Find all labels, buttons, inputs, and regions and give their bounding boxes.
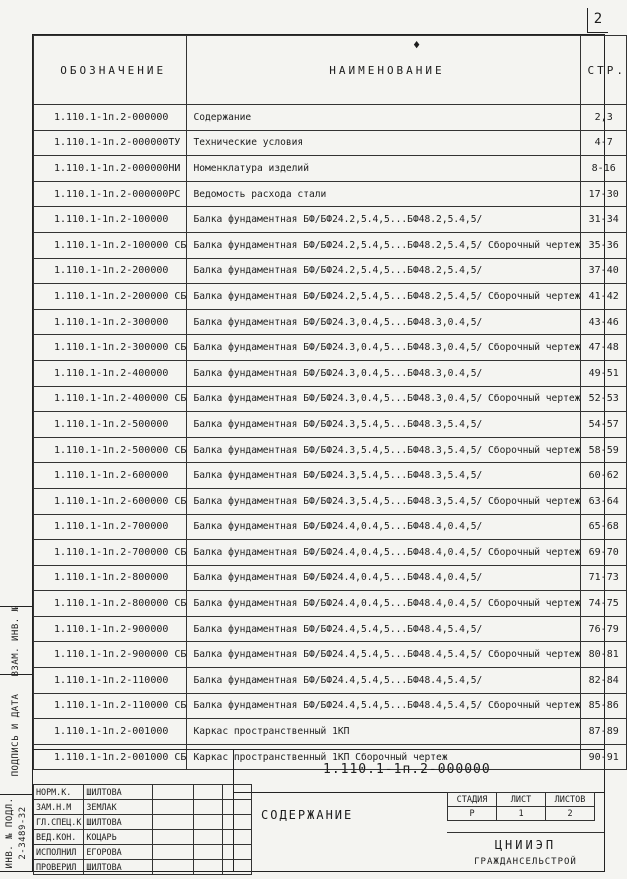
row-name: Балка фундаментная БФ/БФ24.2,5.4,5...БФ48.2,5.4,5/ [187,258,581,284]
table-row [34,386,627,412]
header-name: НАИМЕНОВАНИЕ [187,36,581,105]
signature-cell [153,815,194,830]
row-name: Балка фундаментная БФ/БФ24.4,0.4,5...БФ48.4,0.4,5/ [187,565,581,591]
header-page: СТР. [581,36,627,105]
header-code: ОБОЗНАЧЕНИЕ [34,36,187,105]
stage-value: Р [448,807,497,821]
row-name: Балка фундаментная БФ/БФ24.3,0.4,5...БФ48.3,0.4,5/ Сборочный чертеж [187,335,581,361]
signature-cell [153,860,194,875]
org-sub: ГРАЖДАНСЕЛЬСТРОЙ [474,857,577,867]
row-name: Балка фундаментная БФ/БФ24.4,5.4,5...БФ48.4,5.4,5/ Сборочный чертеж [187,642,581,668]
signer-name: КОЦАРЬ [84,830,153,845]
row-name: Каркас пространственный 1КП [187,719,581,745]
row-code: 1.110.1-1п.2-110000 СБ [34,693,187,719]
signer-role: ЗАМ.Н.М [34,800,84,815]
stage-table [447,792,595,821]
signature-cell [153,845,194,860]
row-pages: 41-42 [581,284,627,310]
signature-cell [194,815,223,830]
signer-name: ШИЛТОВА [84,815,153,830]
row-code: 1.110.1-1п.2-700000 СБ [34,540,187,566]
ink-mark-icon: ♦ [413,38,421,52]
side-inv-ref-label: ВЗАМ. ИНВ. № [11,604,21,677]
signature-cell [153,830,194,845]
side-signature-date [0,674,32,794]
sheet-header: ЛИСТ [497,793,546,807]
table-row [34,565,627,591]
signer-role: ВЕД.КОН. [34,830,84,845]
row-code: 1.110.1-1п.2-000000РС [34,181,187,207]
row-pages: 49-51 [581,360,627,386]
row-name: Балка фундаментная БФ/БФ24.4,0.4,5...БФ48.4,0.4,5/ Сборочный чертеж [187,540,581,566]
doc-code: 1.110.1-1п.2-000000 [323,762,491,777]
row-name: Балка фундаментная БФ/БФ24.4,5.4,5...БФ48.4,5.4,5/ [187,616,581,642]
row-name: Балка фундаментная БФ/БФ24.2,5.4,5...БФ48.2,5.4,5/ Сборочный чертеж [187,232,581,258]
signer-row [34,830,252,845]
table-row [34,258,627,284]
table-row [34,693,627,719]
signer-name: ЕГОРОВА [84,845,153,860]
row-pages: 71-73 [581,565,627,591]
signer-row [34,815,252,830]
row-name: Балка фундаментная БФ/БФ24.4,0.4,5...БФ48.4,0.4,5/ [187,514,581,540]
row-pages: 85-86 [581,693,627,719]
row-pages: 31-34 [581,207,627,233]
row-code: 1.110.1-1п.2-000000НИ [34,156,187,182]
row-name: Ведомость расхода стали [187,181,581,207]
signature-cell [223,860,252,875]
signature-cell [194,845,223,860]
row-pages: 76-79 [581,616,627,642]
contents-table [33,35,627,770]
row-code: 1.110.1-1п.2-110000 [34,668,187,694]
row-name: Содержание [187,105,581,131]
signer-role: ИСПОЛНИЛ [34,845,84,860]
row-code: 1.110.1-1п.2-600000 СБ [34,488,187,514]
table-row [34,156,627,182]
row-name: Балка фундаментная БФ/БФ24.4,5.4,5...БФ48.4,5.4,5/ Сборочный чертеж [187,693,581,719]
row-code: 1.110.1-1п.2-800000 [34,565,187,591]
row-code: 1.110.1-1п.2-100000 [34,207,187,233]
signer-row [34,800,252,815]
org-name: ЦНИИЭП [494,838,557,852]
row-code: 1.110.1-1п.2-300000 [34,309,187,335]
table-row [34,437,627,463]
row-name: Балка фундаментная БФ/БФ24.3,5.4,5...БФ48.3,5.4,5/ [187,463,581,489]
row-pages: 8-16 [581,156,627,182]
row-code: 1.110.1-1п.2-001000 СБ [34,744,187,770]
row-name: Каркас пространственный 1КП Сборочный чертеж [187,744,581,770]
side-inv-orig [0,794,32,872]
signature-cell [194,830,223,845]
table-header-row [34,36,627,105]
row-name: Балка фундаментная БФ/БФ24.3,5.4,5...БФ48.3,5.4,5/ Сборочный чертеж [187,488,581,514]
row-pages: 47-48 [581,335,627,361]
row-name: Балка фундаментная БФ/БФ24.3,0.4,5...БФ48.3,0.4,5/ Сборочный чертеж [187,386,581,412]
sheet-value: 1 [497,807,546,821]
signature-cell [223,800,252,815]
row-code: 1.110.1-1п.2-300000 СБ [34,335,187,361]
signer-name: ЗЕМЛАК [84,800,153,815]
row-code: 1.110.1-1п.2-700000 [34,514,187,540]
signature-cell [223,785,252,800]
table-row [34,412,627,438]
table-row [34,130,627,156]
row-pages: 35-36 [581,232,627,258]
row-code: 1.110.1-1п.2-000000 [34,105,187,131]
row-pages: 60-62 [581,463,627,489]
row-code: 1.110.1-1п.2-100000 СБ [34,232,187,258]
signer-name: ШИЛТОВА [84,785,153,800]
title-block [33,749,604,872]
row-code: 1.110.1-1п.2-200000 СБ [34,284,187,310]
row-pages: 4-7 [581,130,627,156]
row-pages: 54-57 [581,412,627,438]
row-name: Балка фундаментная БФ/БФ24.3,5.4,5...БФ48.3,5.4,5/ Сборочный чертеж [187,437,581,463]
signatures-table [33,784,252,875]
table-row [34,463,627,489]
row-name: Балка фундаментная БФ/БФ24.3,0.4,5...БФ48.3,0.4,5/ [187,360,581,386]
signer-role: ГЛ.СПЕЦ.К [34,815,84,830]
row-name: Балка фундаментная БФ/БФ24.3,0.4,5...БФ48.3,0.4,5/ [187,309,581,335]
row-pages: 58-59 [581,437,627,463]
table-row [34,360,627,386]
sheets-value: 2 [546,807,595,821]
row-code: 1.110.1-1п.2-800000 СБ [34,591,187,617]
signer-role: ПРОВЕРИЛ [34,860,84,875]
sheets-header: ЛИСТОВ [546,793,595,807]
signature-cell [223,830,252,845]
row-name: Номенклатура изделий [187,156,581,182]
row-code: 1.110.1-1п.2-000000ТУ [34,130,187,156]
stage-header: СТАДИЯ [448,793,497,807]
signer-row [34,860,252,875]
table-row [34,232,627,258]
signer-row [34,845,252,860]
doc-title: СОДЕРЖАНИЕ [261,808,354,822]
table-row [34,514,627,540]
row-code: 1.110.1-1п.2-900000 [34,616,187,642]
row-code: 1.110.1-1п.2-400000 [34,360,187,386]
side-signature-date-label: ПОДПИСЬ И ДАТА [11,693,21,776]
row-code: 1.110.1-1п.2-200000 [34,258,187,284]
table-row [34,591,627,617]
table-row [34,642,627,668]
row-pages: 63-64 [581,488,627,514]
signature-cell [194,800,223,815]
row-pages: 90-91 [581,744,627,770]
side-inv-ref [0,604,32,677]
signer-role: НОРМ.К. [34,785,84,800]
signature-cell [194,785,223,800]
row-code: 1.110.1-1п.2-001000 [34,719,187,745]
row-pages: 87-89 [581,719,627,745]
row-pages: 65-68 [581,514,627,540]
signer-row [34,785,252,800]
side-inv-number: 2-3489-32 [18,806,28,860]
table-row [34,335,627,361]
row-name: Балка фундаментная БФ/БФ24.2,5.4,5...БФ48.2,5.4,5/ Сборочный чертеж [187,284,581,310]
row-pages: 52-53 [581,386,627,412]
row-pages: 37-40 [581,258,627,284]
row-pages: 69-70 [581,540,627,566]
row-name: Технические условия [187,130,581,156]
row-pages: 74-75 [581,591,627,617]
organization [447,832,604,871]
row-code: 1.110.1-1п.2-600000 [34,463,187,489]
row-code: 1.110.1-1п.2-500000 СБ [34,437,187,463]
row-code: 1.110.1-1п.2-400000 СБ [34,386,187,412]
side-inv-orig-label: ИНВ. № ПОДЛ. [5,797,15,869]
table-row [34,284,627,310]
row-pages: 82-84 [581,668,627,694]
signature-cell [153,785,194,800]
table-row [34,488,627,514]
table-row [34,540,627,566]
row-code: 1.110.1-1п.2-900000 СБ [34,642,187,668]
row-name: Балка фундаментная БФ/БФ24.3,5.4,5...БФ48.3,5.4,5/ [187,412,581,438]
table-row [34,719,627,745]
signer-name: ШИЛТОВА [84,860,153,875]
signature-cell [153,800,194,815]
table-row [34,181,627,207]
row-pages: 17-30 [581,181,627,207]
signature-cell [223,845,252,860]
row-code: 1.110.1-1п.2-500000 [34,412,187,438]
row-name: Балка фундаментная БФ/БФ24.4,5.4,5...БФ48.4,5.4,5/ [187,668,581,694]
table-row [34,668,627,694]
row-pages: 2,3 [581,105,627,131]
table-row [34,309,627,335]
row-pages: 43-46 [581,309,627,335]
table-row [34,616,627,642]
table-row [34,207,627,233]
table-row [34,105,627,131]
row-name: Балка фундаментная БФ/БФ24.2,5.4,5...БФ48.2,5.4,5/ [187,207,581,233]
row-pages: 80-81 [581,642,627,668]
page-number: 2 [587,8,608,33]
row-name: Балка фундаментная БФ/БФ24.4,0.4,5...БФ48.4,0.4,5/ Сборочный чертеж [187,591,581,617]
signature-cell [223,815,252,830]
signature-cell [194,860,223,875]
